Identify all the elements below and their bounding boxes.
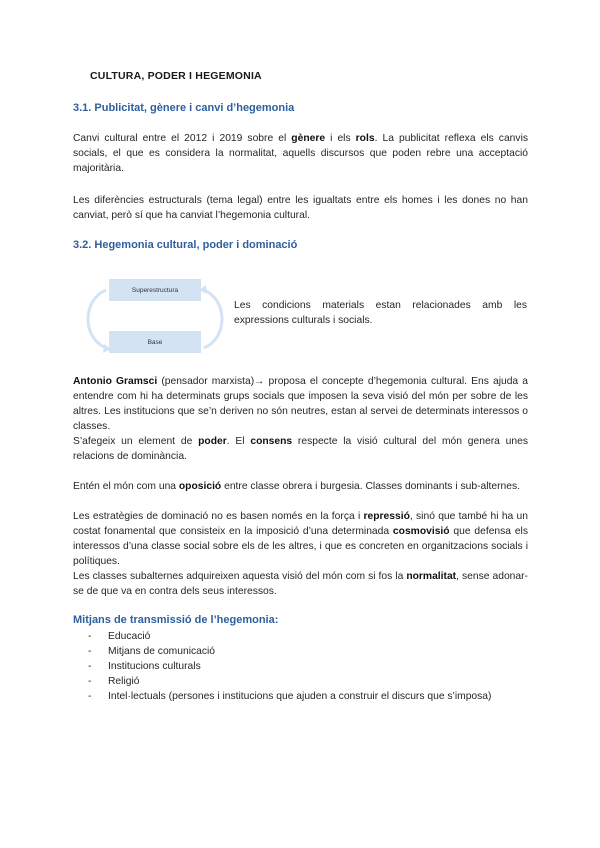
superstructure-box: Superestructura <box>109 279 201 301</box>
base-superstructure-diagram <box>80 278 230 360</box>
bold-term: repressió <box>363 511 410 522</box>
bullet-dash: - <box>88 661 92 672</box>
list-item-text: Mitjans de comunicació <box>108 646 216 657</box>
bold-term: normalitat <box>406 571 457 582</box>
left-arrow-curve <box>88 290 106 348</box>
paragraph-diferencies: Les diferències estructurals (tema legal) entre les igualtats entre els homes i les dones no han canviat, però sí que ha canviat l’hegemonia cultural. <box>73 195 528 221</box>
bold-term: poder <box>198 436 227 447</box>
list-item <box>88 629 538 644</box>
bold-term: cosmovisió <box>392 526 450 537</box>
bold-term: gènere <box>291 133 326 144</box>
list-item <box>88 674 538 689</box>
bold-term: rols <box>355 133 375 144</box>
section-heading-publicitat: 3.1. Publicitat, gènere i canvi d’hegemonia <box>73 102 295 114</box>
list-item-text: Intel·lectuals (persones i institucions que ajuden a construir el discurs que s’imposa) <box>108 691 492 702</box>
paragraph-estrategies: Les estratègies de dominació no es basen només en la força i repressió, sinó que també hi ha un costat fonamental que consisteix en la imposició d’una determinada cosmovisió que defensa els interessos d’una classe social sobre els de les altres, i que es concreten en organitzacions socials i polítiques. <box>73 511 528 567</box>
diagram-caption: Les condicions materials estan relacionades amb les expressions culturals i socials. <box>234 300 527 326</box>
section-heading-mitjans: Mitjans de transmissió de l’hegemonia: <box>73 614 279 626</box>
base-box: Base <box>109 331 201 353</box>
paragraph-oposicio: Entén el món com una oposició entre classe obrera i burgesia. Classes dominants i sub-alternes. <box>73 481 520 492</box>
list-item <box>88 689 538 704</box>
bullet-dash: - <box>88 631 92 642</box>
bullet-dash: - <box>88 646 92 657</box>
list-item <box>88 659 538 674</box>
transmission-list <box>88 629 538 704</box>
right-arrow-curve <box>204 290 222 348</box>
bold-term: oposició <box>178 481 222 492</box>
paragraph-canvi-cultural: Canvi cultural entre el 2012 i 2019 sobre el gènere i els rols. La publicitat reflexa els canvis socials, el que es considera la normalitat, aquells discursos que poden rebre una acceptació majoritària. <box>73 133 528 174</box>
document-title: CULTURA, PODER I HEGEMONIA <box>90 70 262 82</box>
bold-term: Antonio Gramsci <box>73 376 158 387</box>
list-item-text: Institucions culturals <box>108 661 201 672</box>
paragraph-gramsci: Antonio Gramsci (pensador marxista)→ proposa el concepte d’hegemonia cultural. Ens ajuda a entendre com hi ha determinats grups socials que imposen la seva visió del món per sobre de les altres. Les institucions que se’n deriven no són neutres, estan al servei de determinats interessos o classes. <box>73 376 528 432</box>
paragraph-subalternes: Les classes subalternes adquireixen aquesta visió del món com si fos la normalitat, sense adonar-se de que va en contra dels seus interessos. <box>73 571 528 597</box>
list-item-text: Religió <box>108 676 140 687</box>
list-item <box>88 644 538 659</box>
bullet-dash: - <box>88 676 92 687</box>
list-item-text: Educació <box>108 631 151 642</box>
paragraph-poder: S’afegeix un element de poder. El consens respecte la visió cultural del món genera unes relacions de dominància. <box>73 436 528 462</box>
section-heading-hegemonia: 3.2. Hegemonia cultural, poder i dominació <box>73 239 298 251</box>
bullet-dash: - <box>88 691 92 702</box>
bold-term: consens <box>250 436 293 447</box>
